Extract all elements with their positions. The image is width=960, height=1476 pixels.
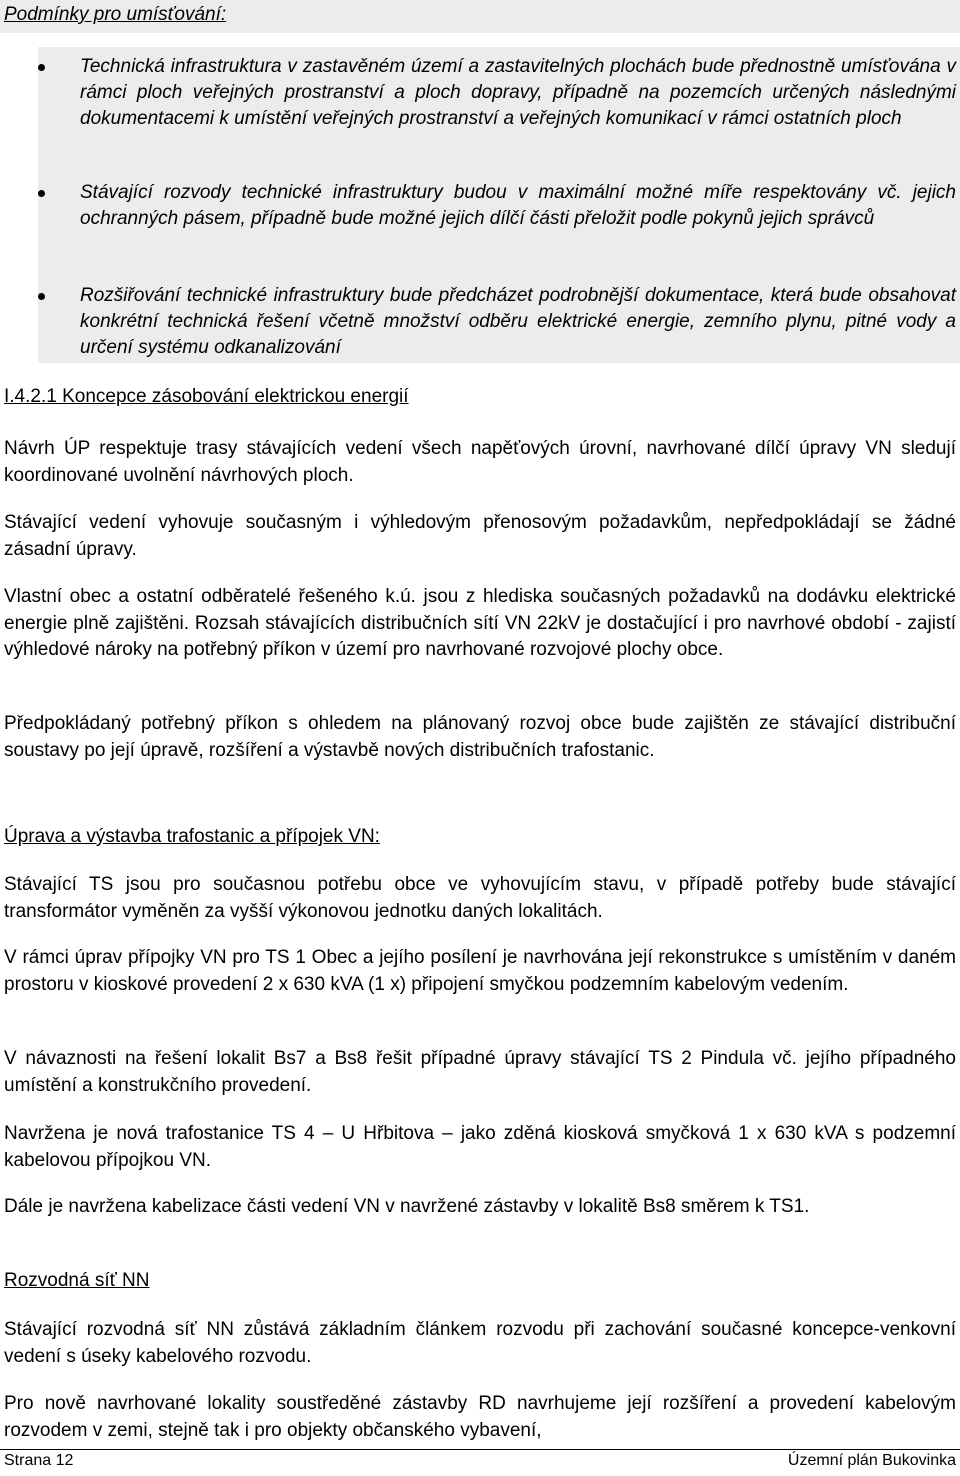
heading-trafo: Úprava a výstavba trafostanic a přípojek VN: xyxy=(4,826,380,847)
paragraph: V návaznosti na řešení lokalit Bs7 a Bs8 řešit případné úpravy stávající TS 2 Pindula vč. jejího případného umístění a konstrukčního provedení. xyxy=(4,1048,956,1096)
paragraph: Stávající vedení vyhovuje současným i výhledovým přenosovým požadavkům, nepředpokládají se žádné zásadní úpravy. xyxy=(4,512,956,560)
list-item-text: Stávající rozvody technické infrastruktury budou v maximální možné míře respektovány vč. jejich ochranných pásem, případně bude možné jejich dílčí části přeložit podle pokynů jejich správců xyxy=(80,182,956,229)
paragraph: Stávající rozvodná síť NN zůstává základním článkem rozvodu při zachování současné koncepce-venkovní vedení s úseky kabelového rozvodu. xyxy=(4,1319,956,1367)
bullet-dot-icon xyxy=(38,64,45,71)
paragraph: Stávající TS jsou pro současnou potřebu obce ve vyhovujícím stavu, v případě potřeby bude stávající transformátor vyměněn za vyšší výkonovou jednotku daných lokalitách. xyxy=(4,874,956,922)
bullet-dot-icon xyxy=(38,293,45,300)
paragraph: Pro nově navrhované lokality soustředěné zástavby RD navrhujeme její rozšíření a provedení kabelovým rozvodem v zemi, stejně tak i pro objekty občanského vybavení, xyxy=(4,1393,956,1441)
list-item-text: Rozšiřování technické infrastruktury bude předcházet podrobnější dokumentace, která bude obsahovat konkrétní technická řešení včetně množství odběru elektrické energie, zemního plynu, pitné vody a určení systému odkanalizování xyxy=(80,285,956,358)
paragraph: Dále je navržena kabelizace části vedení VN v navržené zástavby v lokalitě Bs8 směrem k TS1. xyxy=(4,1196,810,1217)
paragraph: Předpokládaný potřebný příkon s ohledem na plánovaný rozvoj obce bude zajištěn ze stávající distribuční soustavy po její úpravě, rozšíření a výstavbě nových distribučních trafostanic. xyxy=(4,713,956,761)
list-item-text: Technická infrastruktura v zastavěném území a zastavitelných plochách bude přednostně umísťována v rámci ploch veřejných prostranství a ploch dopravy, případně na pozemcích určených následnými dokumentacemi k umístění veřejných prostranství a veřejných komunikací v rámci ostatních ploch xyxy=(80,56,956,129)
footer-divider xyxy=(0,1449,960,1450)
page-number: Strana 12 xyxy=(4,1452,74,1469)
heading-energy: I.4.2.1 Koncepce zásobování elektrickou energií xyxy=(4,386,409,407)
paragraph: Vlastní obec a ostatní odběratelé řešeného k.ú. jsou z hlediska současných požadavků na dodávku elektrické energie plně zajištěni. Rozsah stávajících distribučních sítí VN 22kV je dostačující i pro navrhové období - zajistí výhledové nároky na potřebný příkon v území pro navrhované rozvojové plochy obce. xyxy=(4,586,956,660)
paragraph: Návrh ÚP respektuje trasy stávajících vedení všech napěťových úrovní, navrhované dílčí úpravy VN sledují koordinované uvolnění návrhových ploch. xyxy=(4,438,956,486)
heading-nn: Rozvodná síť NN xyxy=(4,1270,150,1291)
paragraph: V rámci úprav přípojky VN pro TS 1 Obec a jejího posílení je navrhována její rekonstrukce s umístěním v daném prostoru v kioskové provedení 2 x 630 kVA (1 x) připojení smyčkou podzemním kabelovým vedením. xyxy=(4,947,956,995)
section-title: Podmínky pro umísťování: xyxy=(0,0,960,33)
bullet-dot-icon xyxy=(38,190,45,197)
document-title: Územní plán Bukovinka xyxy=(787,1452,956,1469)
conditions-list xyxy=(38,47,960,363)
paragraph: Navržena je nová trafostanice TS 4 – U Hřbitova – jako zděná kiosková smyčková 1 x 630 kVA s podzemní kabelovou přípojkou VN. xyxy=(4,1123,956,1171)
